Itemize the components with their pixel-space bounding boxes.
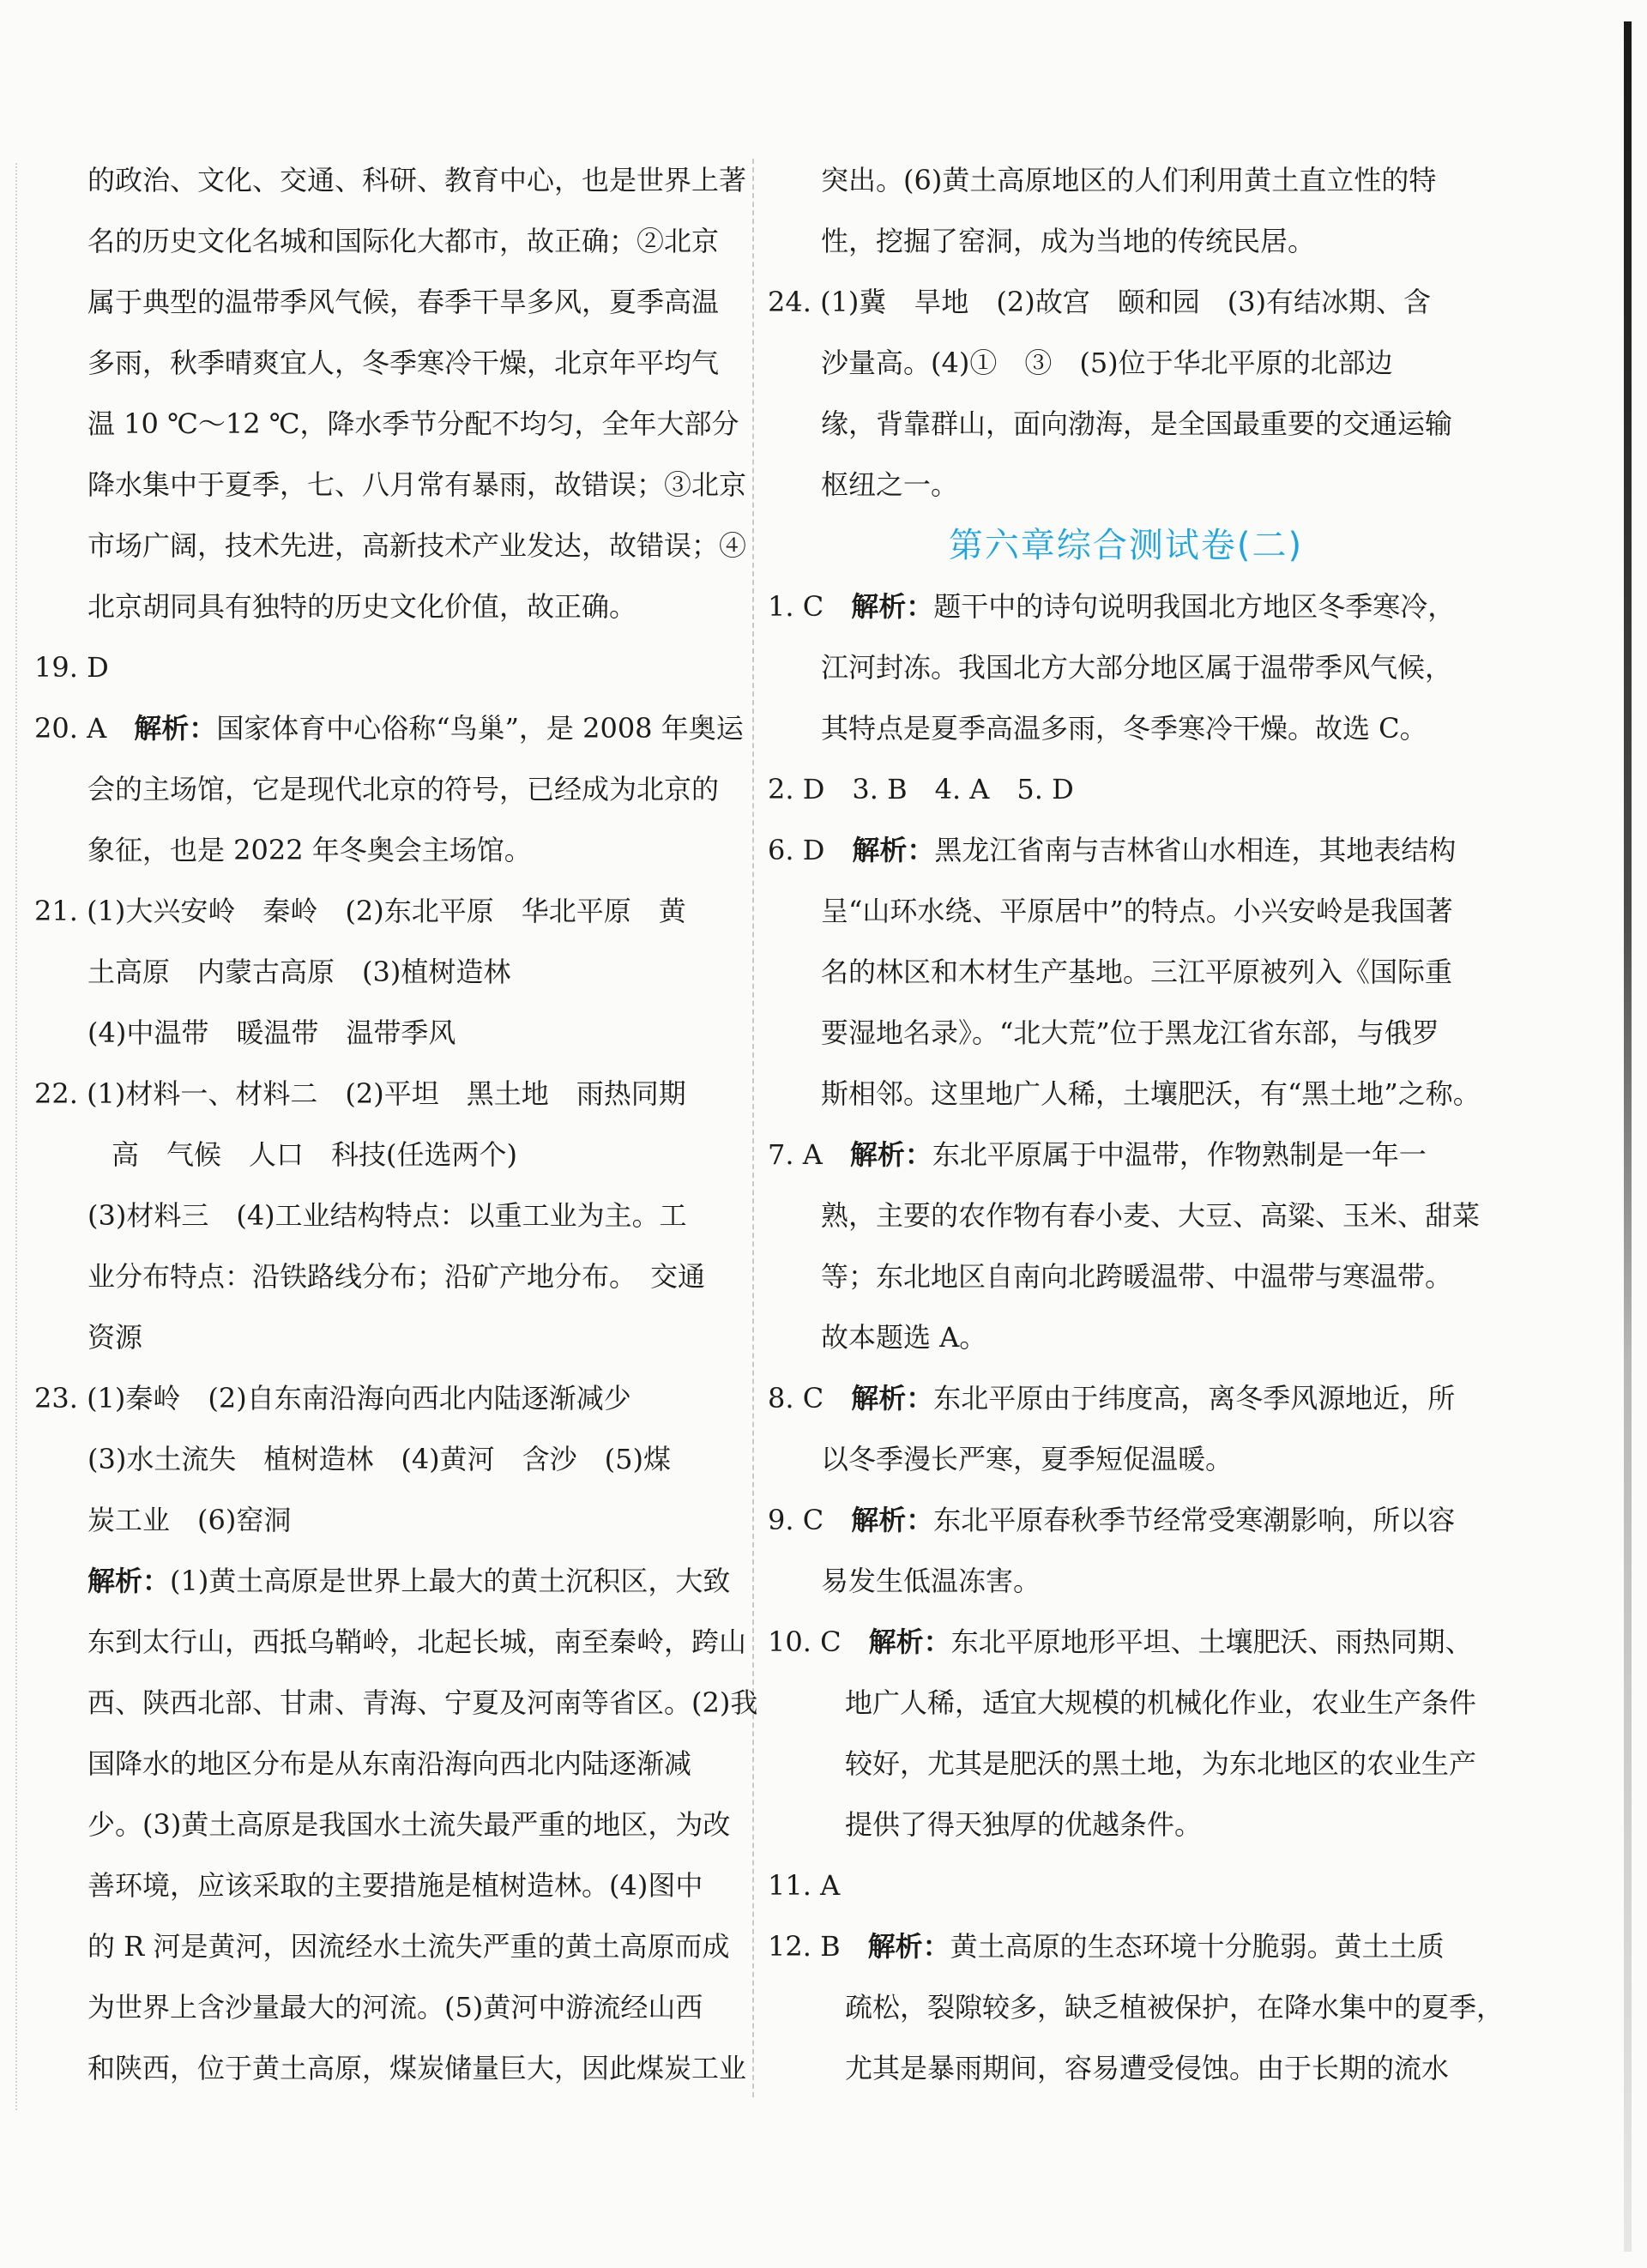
left-column [34, 150, 758, 2099]
line-text: 11. A [768, 1869, 841, 1902]
line-text: 枢纽之一。 [821, 468, 959, 501]
text-line [768, 1734, 1484, 1794]
text-line [34, 1977, 746, 2038]
question-number: 9. C [768, 1504, 852, 1536]
text-line [768, 1916, 1484, 1977]
line-text: 沙量高。(4)① ③ (5)位于华北平原的北部边 [821, 347, 1393, 379]
text-line [768, 394, 1484, 455]
line-text: (3)水土流失 植树造林 (4)黄河 含沙 (5)煤 [87, 1443, 671, 1475]
line-text: 其特点是夏季高温多雨，冬季寒冷干燥。故选 C。 [821, 712, 1427, 745]
analysis-label: 解析： [851, 590, 934, 623]
line-text: 22. (1)材料一、材料二 (2)平坦 黑土地 雨热同期 [34, 1077, 686, 1110]
text-line [34, 1185, 746, 1246]
line-text: 19. D [34, 651, 109, 684]
line-text: 降水集中于夏季，七、八月常有暴雨，故错误；③北京 [87, 468, 747, 501]
text-line [768, 1612, 1484, 1673]
line-text: 土高原 内蒙古高原 (3)植树造林 [87, 956, 511, 988]
line-text: 疏松，裂隙较多，缺乏植被保护，在降水集中的夏季， [845, 1991, 1505, 2024]
text-line [768, 820, 1484, 881]
line-text: 北京胡同具有独特的历史文化价值，故正确。 [87, 590, 637, 623]
question-number: 6. D [768, 834, 853, 866]
line-text: 易发生低温冻害。 [821, 1565, 1041, 1597]
analysis-label: 解析： [852, 834, 935, 866]
text-line [768, 1429, 1484, 1490]
line-text: 23. (1)秦岭 (2)自东南沿海向西北内陆逐渐减少 [34, 1382, 631, 1414]
line-text: 炭工业 (6)窑洞 [87, 1504, 292, 1536]
line-text: 和陕西，位于黄土高原，煤炭储量巨大，因此煤炭工业 [87, 2052, 747, 2084]
text-line [768, 1368, 1484, 1429]
line-text: 东到太行山，西抵乌鞘岭，北起长城，南至秦岭，跨山 [87, 1626, 747, 1658]
text-line [34, 1855, 746, 1916]
text-line [768, 576, 1484, 637]
text-line [34, 516, 746, 576]
line-text: 为世界上含沙量最大的河流。(5)黄河中游流经山西 [87, 1991, 703, 2024]
text-line [34, 1429, 746, 1490]
line-text: 地广人稀，适宜大规模的机械化作业，农业生产条件 [845, 1686, 1477, 1719]
text-line [768, 1490, 1484, 1551]
text-line [768, 637, 1484, 698]
line-text: 东北平原地形平坦、土壤肥沃、雨热同期、 [950, 1626, 1473, 1658]
line-text: 斯相邻。这里地广人稀，土壤肥沃，有“黑土地”之称。 [821, 1077, 1481, 1110]
line-text: 名的林区和木材生产基地。三江平原被列入《国际重 [821, 956, 1453, 988]
line-text: 江河封冻。我国北方大部分地区属于温带季风气候， [821, 651, 1453, 684]
line-text: 呈“山环水绕、平原居中”的特点。小兴安岭是我国著 [821, 895, 1453, 927]
text-line [34, 1003, 746, 1064]
line-text: 的政治、文化、交通、科研、教育中心，也是世界上著 [87, 164, 747, 196]
line-text: 尤其是暴雨期间，容易遭受侵蚀。由于长期的流水 [845, 2052, 1450, 2084]
right-column-bottom [768, 576, 1505, 2099]
text-line [34, 455, 746, 516]
text-line [34, 333, 746, 394]
text-line [768, 698, 1484, 759]
line-text: 的 R 河是黄河，因流经水土流失严重的黄土高原而成 [87, 1930, 730, 1963]
text-line [34, 881, 746, 942]
line-text: 属于典型的温带季风气候，春季干旱多风，夏季高温 [87, 286, 720, 318]
line-text: 名的历史文化名城和国际化大都市，故正确；②北京 [87, 225, 720, 257]
text-line [768, 1125, 1484, 1185]
text-line [768, 1307, 1484, 1368]
line-text: 性，挖掘了窑洞，成为当地的传统民居。 [821, 225, 1316, 257]
line-text: 会的主场馆，它是现代北京的符号，已经成为北京的 [87, 773, 720, 805]
line-text: 故本题选 A。 [821, 1321, 987, 1354]
text-line [768, 1977, 1505, 2038]
analysis-label: 解析： [849, 1138, 932, 1171]
right-column-top [768, 150, 1484, 516]
text-line [34, 1246, 746, 1307]
text-line [768, 1794, 1484, 1855]
line-text: (3)材料三 (4)工业结构特点：以重工业为主。工 [87, 1199, 687, 1232]
analysis-label: 解析： [868, 1626, 951, 1658]
text-line [34, 394, 746, 455]
margin-rule [15, 163, 17, 2110]
line-text: 资源 [87, 1321, 143, 1354]
line-text: 缘，背靠群山，面向渤海，是全国最重要的交通运输 [821, 407, 1453, 440]
line-text: 东北平原属于中温带，作物熟制是一年一 [932, 1138, 1427, 1171]
text-line [768, 1246, 1484, 1307]
analysis-label: 解析： [867, 1930, 950, 1963]
text-line [34, 698, 746, 759]
line-text: 2. D 3. B 4. A 5. D [768, 773, 1074, 805]
question-number: 8. C [768, 1382, 852, 1414]
line-text: 24. (1)冀 旱地 (2)故宫 颐和园 (3)有结冰期、含 [768, 286, 1432, 318]
text-line [34, 1916, 746, 1977]
right-column [768, 150, 1505, 2099]
line-text: 少。(3)黄土高原是我国水土流失最严重的地区，为改 [87, 1808, 731, 1841]
line-text: 提供了得天独厚的优越条件。 [845, 1808, 1203, 1841]
analysis-label: 解析： [134, 712, 217, 745]
line-text: 较好，尤其是肥沃的黑土地，为东北地区的农业生产 [845, 1747, 1477, 1780]
section-heading: 第六章综合测试卷(二) [948, 526, 1304, 565]
line-text: 善环境，应该采取的主要措施是植树造林。(4)图中 [87, 1869, 703, 1902]
text-line [34, 1368, 746, 1429]
text-line [768, 759, 1484, 820]
text-line [34, 576, 746, 637]
line-text: (4)中温带 暖温带 温带季风 [87, 1016, 456, 1049]
line-text: 题干中的诗句说明我国北方地区冬季寒冷， [933, 590, 1456, 623]
question-number: 7. A [768, 1138, 850, 1171]
question-number: 1. C [768, 590, 852, 623]
text-line [34, 1794, 746, 1855]
line-text: 以冬季漫长严寒，夏季短促温暖。 [821, 1443, 1234, 1475]
text-line [768, 881, 1484, 942]
text-line [34, 942, 746, 1003]
line-text: 市场广阔，技术先进，高新技术产业发达，故错误；④ [87, 529, 747, 562]
text-line [768, 2038, 1484, 2099]
line-text: 温 10 ℃～12 ℃，降水季节分配不均匀，全年大部分 [87, 407, 739, 440]
analysis-label: 解析： [87, 1565, 171, 1597]
text-line [34, 1307, 746, 1368]
text-line [34, 2038, 746, 2099]
question-number: 10. C [768, 1626, 869, 1658]
question-number: 12. B [768, 1930, 868, 1963]
line-text: 西、陕西北部、甘肃、青海、宁夏及河南等省区。(2)我 [87, 1686, 758, 1719]
text-line [768, 455, 1484, 516]
text-line [34, 637, 746, 698]
line-text: 21. (1)大兴安岭 秦岭 (2)东北平原 华北平原 黄 [34, 895, 686, 927]
line-text: (1)黄土高原是世界上最大的黄土沉积区，大致 [170, 1565, 731, 1597]
question-number: 20. A [34, 712, 135, 745]
line-text: 黑龙江省南与吉林省山水相连，其地表结构 [934, 834, 1457, 866]
text-line [34, 1551, 746, 1612]
text-line [768, 1064, 1484, 1125]
column-divider [752, 159, 754, 2097]
line-text: 业分布特点：沿铁路线分布；沿矿产地分布。 交通 [87, 1260, 706, 1293]
line-text: 等；东北地区自南向北跨暖温带、中温带与寒温带。 [821, 1260, 1453, 1293]
line-text: 突出。(6)黄土高原地区的人们利用黄土直立性的特 [821, 164, 1437, 196]
text-line [34, 1125, 746, 1185]
line-text: 东北平原春秋季节经常受寒潮影响，所以容 [933, 1504, 1456, 1536]
line-text: 黄土高原的生态环境十分脆弱。黄土土质 [950, 1930, 1445, 1963]
text-line [34, 1673, 758, 1734]
text-line [34, 820, 746, 881]
line-text: 东北平原由于纬度高，离冬季风源地近，所 [933, 1382, 1456, 1414]
text-line [34, 1490, 746, 1551]
line-text: 多雨，秋季晴爽宜人，冬季寒冷干燥，北京年平均气 [87, 347, 720, 379]
analysis-label: 解析： [851, 1504, 934, 1536]
text-line [768, 211, 1484, 272]
text-line [768, 1673, 1484, 1734]
text-line [768, 1551, 1484, 1612]
line-text: 高 气候 人口 科技(任选两个) [112, 1138, 517, 1171]
line-text: 国降水的地区分布是从东南沿海向西北内陆逐渐减 [87, 1747, 692, 1780]
text-line [768, 1855, 1484, 1916]
text-line [34, 272, 746, 333]
text-line [768, 150, 1484, 211]
binding-edge [1624, 21, 1632, 2252]
line-text: 象征，也是 2022 年冬奥会主场馆。 [87, 834, 532, 866]
line-text: 熟，主要的农作物有春小麦、大豆、高粱、玉米、甜菜 [821, 1199, 1481, 1232]
line-text: 要湿地名录》。“北大荒”位于黑龙江省东部，与俄罗 [821, 1016, 1439, 1049]
analysis-label: 解析： [851, 1382, 934, 1414]
text-line [34, 1734, 746, 1794]
text-line [34, 1612, 746, 1673]
line-text: 国家体育中心俗称“鸟巢”，是 2008 年奥运 [216, 712, 744, 745]
text-line [768, 1003, 1484, 1064]
text-line [768, 942, 1484, 1003]
text-line [34, 211, 746, 272]
text-line [768, 333, 1484, 394]
text-line [768, 272, 1484, 333]
text-line [34, 150, 746, 211]
text-line [768, 1185, 1484, 1246]
text-line [34, 1064, 746, 1125]
text-line [34, 759, 746, 820]
